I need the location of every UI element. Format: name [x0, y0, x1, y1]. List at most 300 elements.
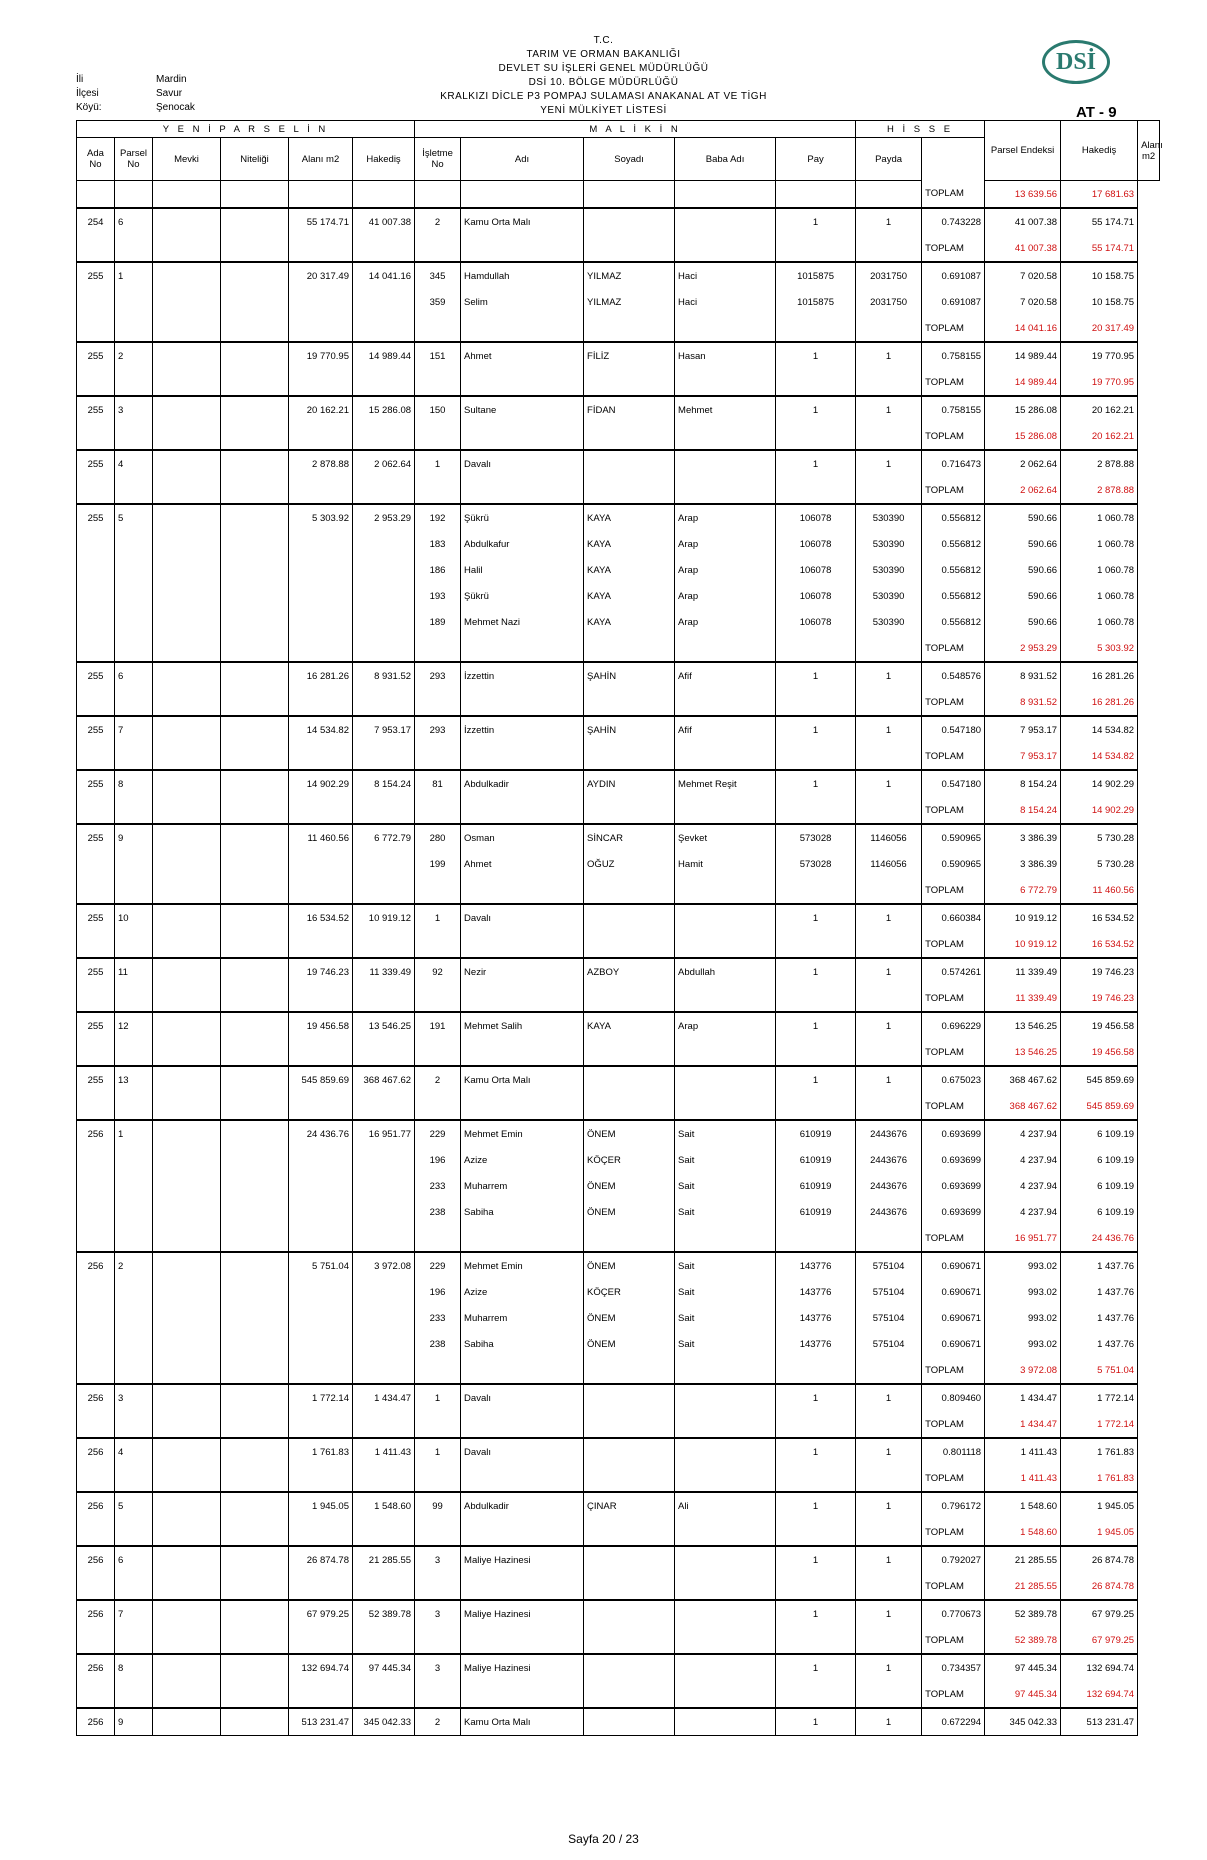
dsi-logo-text: DSİ [1055, 48, 1097, 75]
malik-soyadi [584, 1546, 675, 1573]
malik-soyadi [584, 904, 675, 931]
hisse-pay: 106078 [776, 504, 856, 531]
parsel-endeks: 0.675023 [922, 1066, 985, 1093]
malik-alan: 10 158.75 [1061, 289, 1138, 315]
table-row [77, 1199, 1160, 1225]
malik-baba: Haci [675, 289, 776, 315]
malik-adi: Davalı [461, 1384, 584, 1411]
ada-no: 255 [77, 662, 115, 689]
malik-adi: Şükrü [461, 583, 584, 609]
malik-soyadi: KAYA [584, 531, 675, 557]
hisse-payda: 1 [856, 904, 922, 931]
parsel-hakedis: 8 154.24 [353, 770, 415, 797]
malik-hakedis: 21 285.55 [985, 1546, 1061, 1573]
table-row [77, 609, 1160, 635]
parsel-no: 6 [115, 208, 153, 235]
parsel-alan: 19 746.23 [289, 958, 353, 985]
hisse-payda: 1 [856, 1438, 922, 1465]
isletme-no: 189 [415, 609, 461, 635]
malik-soyadi: OĞUZ [584, 851, 675, 877]
parsel-alan: 19 456.58 [289, 1012, 353, 1039]
malik-alan: 16 281.26 [1061, 662, 1138, 689]
malik-alan: 6 109.19 [1061, 1199, 1138, 1225]
table-row [77, 1066, 1160, 1093]
hisse-pay: 1 [776, 208, 856, 235]
parsel-endeks: 0.801118 [922, 1438, 985, 1465]
toplam-label: TOPLAM [922, 1357, 985, 1384]
malik-baba: Mehmet [675, 396, 776, 423]
hisse-pay: 573028 [776, 851, 856, 877]
malik-hakedis: 15 286.08 [985, 396, 1061, 423]
hisse-payda: 1146056 [856, 851, 922, 877]
toplam-row [77, 635, 1160, 662]
isletme-no: 150 [415, 396, 461, 423]
ada-no: 256 [77, 1546, 115, 1573]
malik-alan: 19 746.23 [1061, 958, 1138, 985]
malik-baba: Afif [675, 662, 776, 689]
hisse-payda: 1 [856, 716, 922, 743]
malik-baba [675, 1654, 776, 1681]
malik-alan: 5 730.28 [1061, 851, 1138, 877]
malik-adi: Abdulkafur [461, 531, 584, 557]
koy-value: Şenocak [156, 102, 195, 113]
toplam-hakedis: 21 285.55 [985, 1573, 1061, 1600]
malik-hakedis: 1 434.47 [985, 1384, 1061, 1411]
toplam-alan: 20 317.49 [1061, 315, 1138, 342]
ownership-table [76, 120, 1163, 1736]
header-line: T.C. [593, 35, 614, 46]
malik-adi: Hamdullah [461, 262, 584, 289]
malik-soyadi: ÖNEM [584, 1305, 675, 1331]
table-row [77, 1252, 1160, 1279]
hisse-pay: 1 [776, 1492, 856, 1519]
malik-adi: Davalı [461, 450, 584, 477]
malik-baba: Arap [675, 1012, 776, 1039]
hisse-pay: 1 [776, 1708, 856, 1736]
hisse-payda: 1 [856, 1492, 922, 1519]
hisse-payda: 1 [856, 1546, 922, 1573]
header-line: DSİ 10. BÖLGE MÜDÜRLÜĞÜ [528, 77, 679, 88]
toplam-row [77, 877, 1160, 904]
isletme-no: 183 [415, 531, 461, 557]
malik-hakedis: 3 386.39 [985, 824, 1061, 851]
ada-no: 256 [77, 1654, 115, 1681]
parsel-endeks: 0.547180 [922, 770, 985, 797]
parsel-alan: 1 761.83 [289, 1438, 353, 1465]
toplam-row [77, 1039, 1160, 1066]
table-row [77, 583, 1160, 609]
hisse-pay: 1 [776, 1546, 856, 1573]
malik-hakedis: 3 386.39 [985, 851, 1061, 877]
malik-alan: 19 770.95 [1061, 342, 1138, 369]
col-isletme: İşletme No [415, 138, 461, 181]
col-alani2: Alanı m2 [1138, 121, 1160, 181]
table-row [77, 1173, 1160, 1199]
toplam-row [77, 1465, 1160, 1492]
isletme-no: 2 [415, 1708, 461, 1736]
malik-soyadi: FİDAN [584, 396, 675, 423]
toplam-label: TOPLAM [922, 797, 985, 824]
toplam-alan: 1 772.14 [1061, 1411, 1138, 1438]
hisse-payda: 2031750 [856, 262, 922, 289]
toplam-hakedis: 8 154.24 [985, 797, 1061, 824]
malik-hakedis: 590.66 [985, 557, 1061, 583]
malik-soyadi: KAYA [584, 609, 675, 635]
ada-no: 256 [77, 1252, 115, 1279]
parsel-endeks: 0.548576 [922, 662, 985, 689]
malik-adi: Azize [461, 1279, 584, 1305]
toplam-row [77, 477, 1160, 504]
malik-adi: İzzettin [461, 716, 584, 743]
parsel-endeks: 0.693699 [922, 1199, 985, 1225]
ada-no: 255 [77, 824, 115, 851]
ada-no: 256 [77, 1600, 115, 1627]
malik-hakedis: 590.66 [985, 531, 1061, 557]
toplam-row [77, 689, 1160, 716]
isletme-no: 238 [415, 1331, 461, 1357]
malik-alan: 26 874.78 [1061, 1546, 1138, 1573]
malik-soyadi: FİLİZ [584, 342, 675, 369]
hisse-pay: 1 [776, 662, 856, 689]
hisse-payda: 1 [856, 1012, 922, 1039]
table-row [77, 531, 1160, 557]
malik-baba: Sait [675, 1252, 776, 1279]
parsel-endeks: 0.690671 [922, 1279, 985, 1305]
parsel-alan: 5 303.92 [289, 504, 353, 531]
malik-hakedis: 14 989.44 [985, 342, 1061, 369]
parsel-endeks: 0.693699 [922, 1147, 985, 1173]
malik-hakedis: 11 339.49 [985, 958, 1061, 985]
parsel-alan: 1 945.05 [289, 1492, 353, 1519]
malik-adi: Kamu Orta Malı [461, 1708, 584, 1736]
hisse-payda: 575104 [856, 1305, 922, 1331]
malik-baba: Arap [675, 504, 776, 531]
parsel-hakedis: 2 062.64 [353, 450, 415, 477]
parsel-endeks: 0.547180 [922, 716, 985, 743]
malik-baba [675, 1384, 776, 1411]
toplam-alan: 5 751.04 [1061, 1357, 1138, 1384]
malik-baba: Abdullah [675, 958, 776, 985]
malik-adi: Şükrü [461, 504, 584, 531]
toplam-alan: 2 878.88 [1061, 477, 1138, 504]
hisse-pay: 1 [776, 716, 856, 743]
hisse-pay: 1 [776, 1066, 856, 1093]
malik-hakedis: 8 931.52 [985, 662, 1061, 689]
malik-alan: 5 730.28 [1061, 824, 1138, 851]
isletme-no: 1 [415, 450, 461, 477]
ada-no: 256 [77, 1708, 115, 1736]
hisse-pay: 1 [776, 396, 856, 423]
table-row [77, 958, 1160, 985]
toplam-hakedis: 1 434.47 [985, 1411, 1061, 1438]
toplam-alan: 16 534.52 [1061, 931, 1138, 958]
parsel-no: 6 [115, 1546, 153, 1573]
ada-no: 256 [77, 1438, 115, 1465]
malik-hakedis: 2 062.64 [985, 450, 1061, 477]
malik-alan: 513 231.47 [1061, 1708, 1138, 1736]
malik-adi: Kamu Orta Malı [461, 208, 584, 235]
parsel-hakedis: 41 007.38 [353, 208, 415, 235]
malik-adi: Osman [461, 824, 584, 851]
toplam-alan: 545 859.69 [1061, 1093, 1138, 1120]
toplam-label: TOPLAM [922, 1093, 985, 1120]
hisse-payda: 1146056 [856, 824, 922, 851]
parsel-hakedis: 14 041.16 [353, 262, 415, 289]
parsel-endeks: 0.743228 [922, 208, 985, 235]
malik-soyadi [584, 1438, 675, 1465]
toplam-hakedis: 7 953.17 [985, 743, 1061, 770]
malik-baba: Sait [675, 1173, 776, 1199]
ilce-label: İlçesi [76, 88, 99, 99]
malik-adi: Sultane [461, 396, 584, 423]
ada-no: 256 [77, 1384, 115, 1411]
malik-adi: Nezir [461, 958, 584, 985]
table-row [77, 208, 1160, 235]
malik-baba [675, 450, 776, 477]
toplam-alan: 1 945.05 [1061, 1519, 1138, 1546]
parsel-alan: 20 317.49 [289, 262, 353, 289]
toplam-hakedis: 15 286.08 [985, 423, 1061, 450]
parsel-hakedis: 345 042.33 [353, 1708, 415, 1736]
hisse-pay: 1 [776, 1654, 856, 1681]
parsel-endeks: 0.758155 [922, 396, 985, 423]
toplam-label: TOPLAM [922, 931, 985, 958]
parsel-no: 5 [115, 504, 153, 531]
malik-hakedis: 52 389.78 [985, 1600, 1061, 1627]
table-row [77, 1600, 1160, 1627]
isletme-no: 345 [415, 262, 461, 289]
hisse-pay: 1 [776, 958, 856, 985]
ada-no: 256 [77, 1492, 115, 1519]
parsel-hakedis: 6 772.79 [353, 824, 415, 851]
malik-adi: Kamu Orta Malı [461, 1066, 584, 1093]
parsel-alan: 2 878.88 [289, 450, 353, 477]
malik-hakedis: 345 042.33 [985, 1708, 1061, 1736]
hisse-pay: 1 [776, 1600, 856, 1627]
malik-alan: 1 772.14 [1061, 1384, 1138, 1411]
col-soyadi: Soyadı [584, 138, 675, 181]
malik-alan: 1 945.05 [1061, 1492, 1138, 1519]
malik-alan: 6 109.19 [1061, 1120, 1138, 1147]
parsel-endeks: 0.556812 [922, 531, 985, 557]
isletme-no: 3 [415, 1654, 461, 1681]
hisse-pay: 143776 [776, 1305, 856, 1331]
isletme-no: 229 [415, 1120, 461, 1147]
parsel-endeks: 0.556812 [922, 609, 985, 635]
parsel-hakedis: 10 919.12 [353, 904, 415, 931]
hisse-payda: 1 [856, 208, 922, 235]
table-row [77, 1120, 1160, 1147]
parsel-hakedis: 21 285.55 [353, 1546, 415, 1573]
parsel-endeks: 0.691087 [922, 262, 985, 289]
hisse-payda: 2443676 [856, 1199, 922, 1225]
malik-baba [675, 1708, 776, 1736]
header-line: YENİ MÜLKİYET LİSTESİ [540, 105, 667, 116]
col-baba: Baba Adı [675, 138, 776, 181]
parsel-endeks: 0.556812 [922, 583, 985, 609]
malik-soyadi: ÖNEM [584, 1120, 675, 1147]
malik-alan: 1 437.76 [1061, 1331, 1138, 1357]
malik-adi: Mehmet Salih [461, 1012, 584, 1039]
malik-adi: Ahmet [461, 851, 584, 877]
table-row [77, 716, 1160, 743]
malik-alan: 1 761.83 [1061, 1438, 1138, 1465]
malik-hakedis: 993.02 [985, 1305, 1061, 1331]
toplam-hakedis: 2 953.29 [985, 635, 1061, 662]
group-malikin: M A L İ K İ N [415, 121, 856, 138]
col-pay: Pay [776, 138, 856, 181]
parsel-endeks: 0.574261 [922, 958, 985, 985]
parsel-no: 3 [115, 1384, 153, 1411]
malik-hakedis: 993.02 [985, 1279, 1061, 1305]
malik-adi: Davalı [461, 904, 584, 931]
malik-adi: Selim [461, 289, 584, 315]
toplam-row [77, 423, 1160, 450]
malik-adi: İzzettin [461, 662, 584, 689]
malik-hakedis: 368 467.62 [985, 1066, 1061, 1093]
table-row [77, 396, 1160, 423]
ada-no: 256 [77, 1120, 115, 1147]
isletme-no: 2 [415, 1066, 461, 1093]
parsel-hakedis: 14 989.44 [353, 342, 415, 369]
isletme-no: 193 [415, 583, 461, 609]
hisse-payda: 1 [856, 958, 922, 985]
table-row [77, 662, 1160, 689]
sheet-code: AT - 9 [1076, 104, 1117, 121]
isletme-no: 3 [415, 1546, 461, 1573]
parsel-no: 8 [115, 1654, 153, 1681]
parsel-endeks: 0.792027 [922, 1546, 985, 1573]
parsel-alan: 14 902.29 [289, 770, 353, 797]
toplam-hakedis: 16 951.77 [985, 1225, 1061, 1252]
malik-baba: Arap [675, 557, 776, 583]
toplam-hakedis: 3 972.08 [985, 1357, 1061, 1384]
ada-no: 255 [77, 396, 115, 423]
group-yeni-parselin: Y E N İ P A R S E L İ N [77, 121, 415, 138]
table-row [77, 262, 1160, 289]
parsel-alan: 14 534.82 [289, 716, 353, 743]
isletme-no: 191 [415, 1012, 461, 1039]
il-value: Mardin [156, 74, 187, 85]
parsel-no: 8 [115, 770, 153, 797]
hisse-payda: 1 [856, 1066, 922, 1093]
malik-alan: 14 534.82 [1061, 716, 1138, 743]
hisse-payda: 1 [856, 1708, 922, 1736]
location-info [76, 73, 195, 115]
parsel-no: 7 [115, 1600, 153, 1627]
isletme-no: 196 [415, 1147, 461, 1173]
col-payda: Payda [856, 138, 922, 181]
parsel-endeks: 0.770673 [922, 1600, 985, 1627]
ada-no: 255 [77, 958, 115, 985]
parsel-alan: 16 281.26 [289, 662, 353, 689]
toplam-alan: 132 694.74 [1061, 1681, 1138, 1708]
parsel-no: 5 [115, 1492, 153, 1519]
hisse-payda: 575104 [856, 1252, 922, 1279]
table-row [77, 770, 1160, 797]
malik-baba [675, 1438, 776, 1465]
isletme-no: 2 [415, 208, 461, 235]
malik-baba: Sait [675, 1147, 776, 1173]
malik-soyadi [584, 1066, 675, 1093]
parsel-alan: 132 694.74 [289, 1654, 353, 1681]
ada-no: 255 [77, 716, 115, 743]
malik-alan: 545 859.69 [1061, 1066, 1138, 1093]
table-row [77, 1546, 1160, 1573]
isletme-no: 293 [415, 662, 461, 689]
table-row [77, 342, 1160, 369]
malik-hakedis: 10 919.12 [985, 904, 1061, 931]
parsel-alan: 24 436.76 [289, 1120, 353, 1147]
table-row [77, 851, 1160, 877]
malik-hakedis: 993.02 [985, 1252, 1061, 1279]
hisse-payda: 2443676 [856, 1120, 922, 1147]
page-number: Sayfa 20 / 23 [568, 1832, 639, 1846]
malik-hakedis: 4 237.94 [985, 1173, 1061, 1199]
hisse-payda: 530390 [856, 531, 922, 557]
group-hisse: H İ S S E [856, 121, 985, 138]
malik-soyadi: KAYA [584, 504, 675, 531]
hisse-pay: 1 [776, 450, 856, 477]
malik-hakedis: 1 548.60 [985, 1492, 1061, 1519]
malik-alan: 1 060.78 [1061, 583, 1138, 609]
parsel-alan: 5 751.04 [289, 1252, 353, 1279]
toplam-alan: 14 902.29 [1061, 797, 1138, 824]
toplam-row [77, 1411, 1160, 1438]
malik-hakedis: 590.66 [985, 504, 1061, 531]
toplam-label: TOPLAM [922, 1225, 985, 1252]
koy-label: Köyü: [76, 102, 102, 113]
malik-alan: 55 174.71 [1061, 208, 1138, 235]
parsel-endeks: 0.796172 [922, 1492, 985, 1519]
malik-soyadi [584, 1600, 675, 1627]
parsel-hakedis: 7 953.17 [353, 716, 415, 743]
malik-hakedis: 97 445.34 [985, 1654, 1061, 1681]
toplam-row [77, 369, 1160, 396]
malik-adi: Azize [461, 1147, 584, 1173]
ada-no: 255 [77, 450, 115, 477]
parsel-alan: 545 859.69 [289, 1066, 353, 1093]
parsel-alan: 513 231.47 [289, 1708, 353, 1736]
ada-no: 255 [77, 1066, 115, 1093]
isletme-no: 151 [415, 342, 461, 369]
parsel-endeks: 0.696229 [922, 1012, 985, 1039]
isletme-no: 233 [415, 1173, 461, 1199]
parsel-hakedis: 16 951.77 [353, 1120, 415, 1147]
parsel-hakedis: 2 953.29 [353, 504, 415, 531]
hisse-pay: 106078 [776, 531, 856, 557]
parsel-no: 2 [115, 342, 153, 369]
malik-hakedis: 7 953.17 [985, 716, 1061, 743]
parsel-no: 1 [115, 262, 153, 289]
malik-baba: Arap [675, 531, 776, 557]
malik-soyadi: AZBOY [584, 958, 675, 985]
toplam-label: TOPLAM [922, 315, 985, 342]
col-hakedis: Hakediş [353, 138, 415, 181]
malik-baba: Hasan [675, 342, 776, 369]
toplam-hakedis: 14 041.16 [985, 315, 1061, 342]
hisse-pay: 1015875 [776, 289, 856, 315]
toplam-label: TOPLAM [922, 369, 985, 396]
parsel-alan: 26 874.78 [289, 1546, 353, 1573]
malik-alan: 1 060.78 [1061, 531, 1138, 557]
malik-hakedis: 13 546.25 [985, 1012, 1061, 1039]
toplam-hakedis: 1 548.60 [985, 1519, 1061, 1546]
ada-no: 255 [77, 1012, 115, 1039]
toplam-row [77, 235, 1160, 262]
toplam-hakedis: 11 339.49 [985, 985, 1061, 1012]
hisse-pay: 1 [776, 904, 856, 931]
